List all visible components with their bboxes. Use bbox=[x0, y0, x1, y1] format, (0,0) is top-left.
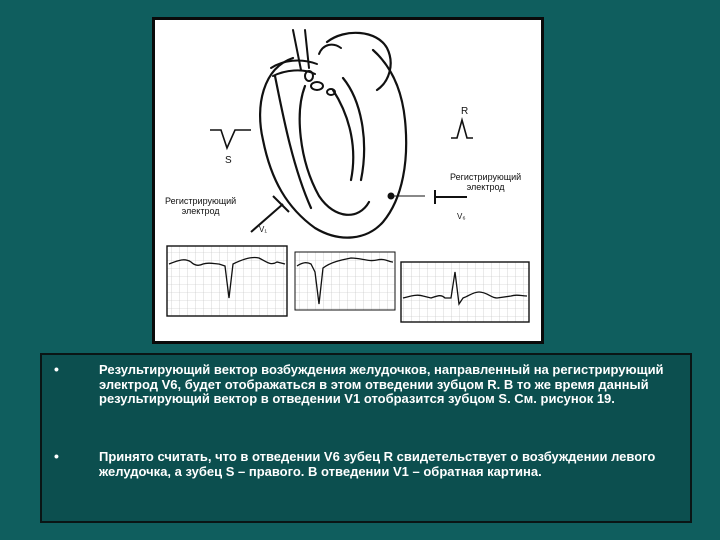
paragraph-1: Результирующий вектор возбуждения желудочков, направленный на регистрирующий электрод V6, будет отображаться в этом отведении зубцом R. В то же время данный результирующий вектор в отведении V1 отобразится зубцом S. См. рисунок 19. bbox=[99, 362, 664, 406]
ecg-strip-v6 bbox=[401, 262, 529, 322]
bullet-2: • bbox=[54, 448, 59, 464]
result-vector bbox=[388, 193, 426, 200]
ecg-strip-v1-continued bbox=[295, 252, 395, 310]
left-electrode-label-line1: Регистрирующий bbox=[165, 196, 237, 206]
right-electrode-label bbox=[450, 172, 521, 192]
lead-v1-label: V₁ bbox=[259, 225, 268, 234]
s-wave-icon bbox=[210, 130, 251, 148]
lead-v6-label: V₆ bbox=[457, 212, 466, 221]
explanation-text-box bbox=[40, 353, 692, 523]
ecg-strip-v1 bbox=[167, 246, 287, 316]
s-wave-label: S bbox=[225, 155, 232, 166]
left-electrode-label-line2: электрод bbox=[181, 206, 220, 216]
v6-electrode-symbol bbox=[435, 190, 467, 204]
r-wave-icon bbox=[451, 120, 473, 138]
right-electrode-label-line1: Регистрирующий bbox=[450, 172, 522, 182]
left-electrode-label bbox=[165, 196, 236, 216]
v1-electrode-symbol bbox=[251, 196, 289, 232]
right-electrode-label-line2: электрод bbox=[466, 182, 505, 192]
heart-ecg-figure bbox=[152, 17, 544, 344]
paragraph-2: Принято считать, что в отведении V6 зубец R свидетельствует о возбуждении левого желудочка, а зубец S – правого. В отведении V1 – обратная картина. bbox=[99, 449, 656, 479]
r-wave-label: R bbox=[461, 106, 469, 117]
bullet-1: • bbox=[54, 361, 59, 377]
